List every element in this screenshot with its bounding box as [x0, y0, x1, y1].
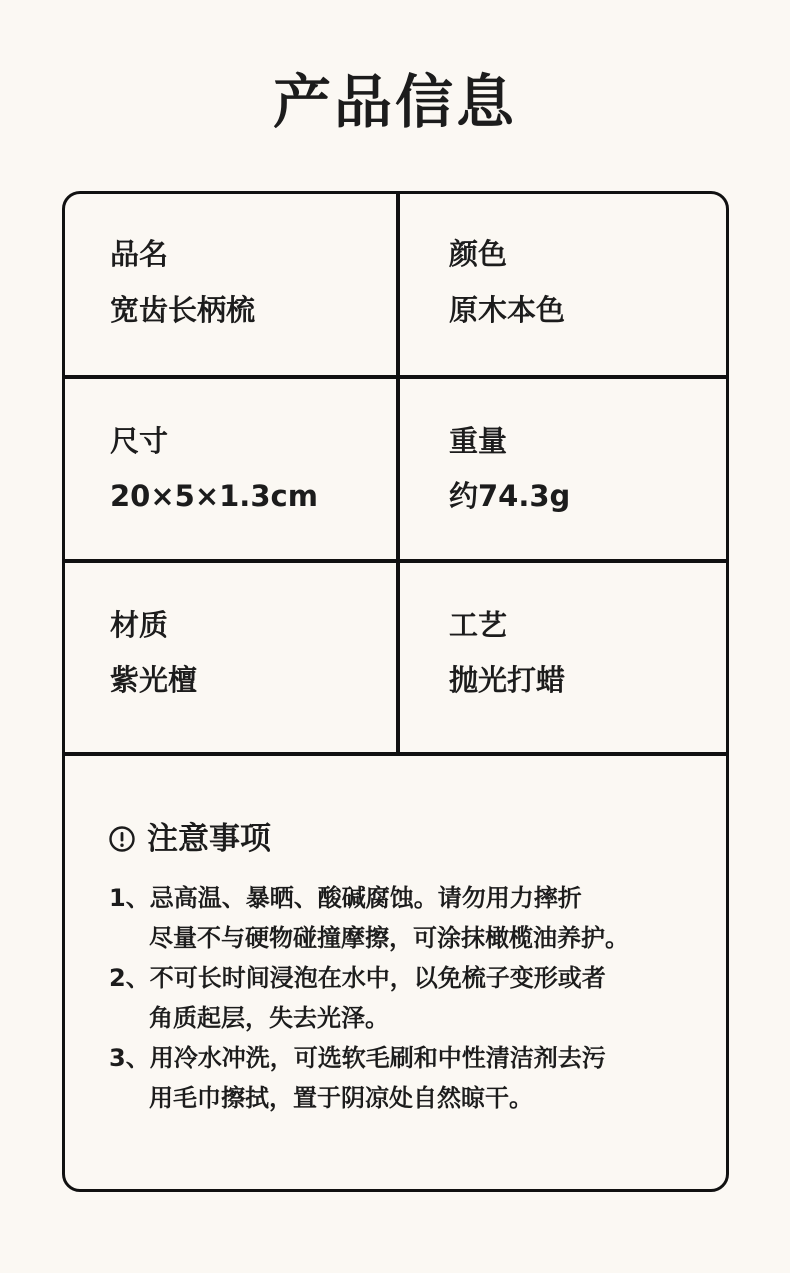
- note-item: [109, 878, 709, 958]
- spec-label-size: 尺寸: [110, 424, 169, 458]
- notes-list: [109, 878, 709, 1118]
- exclamation-circle-icon: [109, 826, 135, 852]
- note-line-continued: 尽量不与硬物碰撞摩擦，可涂抹橄榄油养护。: [149, 924, 629, 952]
- product-info-card: [62, 191, 729, 1192]
- note-line-continued: 用毛巾擦拭，置于阴凉处自然晾干。: [149, 1084, 533, 1112]
- note-line: 1、忌高温、暴晒、酸碱腐蚀。请勿用力摔折: [109, 884, 582, 912]
- spec-label-name: 品名: [110, 237, 169, 271]
- spec-value-material: 紫光檀: [110, 663, 198, 697]
- spec-label-craft: 工艺: [449, 608, 508, 642]
- spec-value-weight: 约74.3g: [449, 479, 571, 513]
- spec-value-size: 20×5×1.3cm: [110, 479, 318, 513]
- notes-title: 注意事项: [147, 821, 271, 857]
- spec-value-name: 宽齿长柄梳: [110, 293, 256, 327]
- page-title: 产品信息: [272, 68, 517, 136]
- spec-label-color: 颜色: [449, 237, 508, 271]
- spec-value-craft: 抛光打蜡: [449, 663, 566, 697]
- row-divider: [65, 752, 726, 756]
- notes-heading: [109, 819, 271, 859]
- note-item: [109, 1038, 709, 1118]
- note-line-continued: 角质起层，失去光泽。: [149, 1004, 389, 1032]
- row-divider: [65, 559, 726, 563]
- note-item: [109, 958, 709, 1038]
- spec-label-material: 材质: [110, 608, 169, 642]
- spec-value-color: 原木本色: [449, 293, 566, 327]
- column-divider: [396, 194, 400, 755]
- note-line: 3、用冷水冲洗，可选软毛刷和中性清洁剂去污: [109, 1044, 606, 1072]
- row-divider: [65, 375, 726, 379]
- spec-label-weight: 重量: [449, 424, 508, 458]
- note-line: 2、不可长时间浸泡在水中，以免梳子变形或者: [109, 964, 606, 992]
